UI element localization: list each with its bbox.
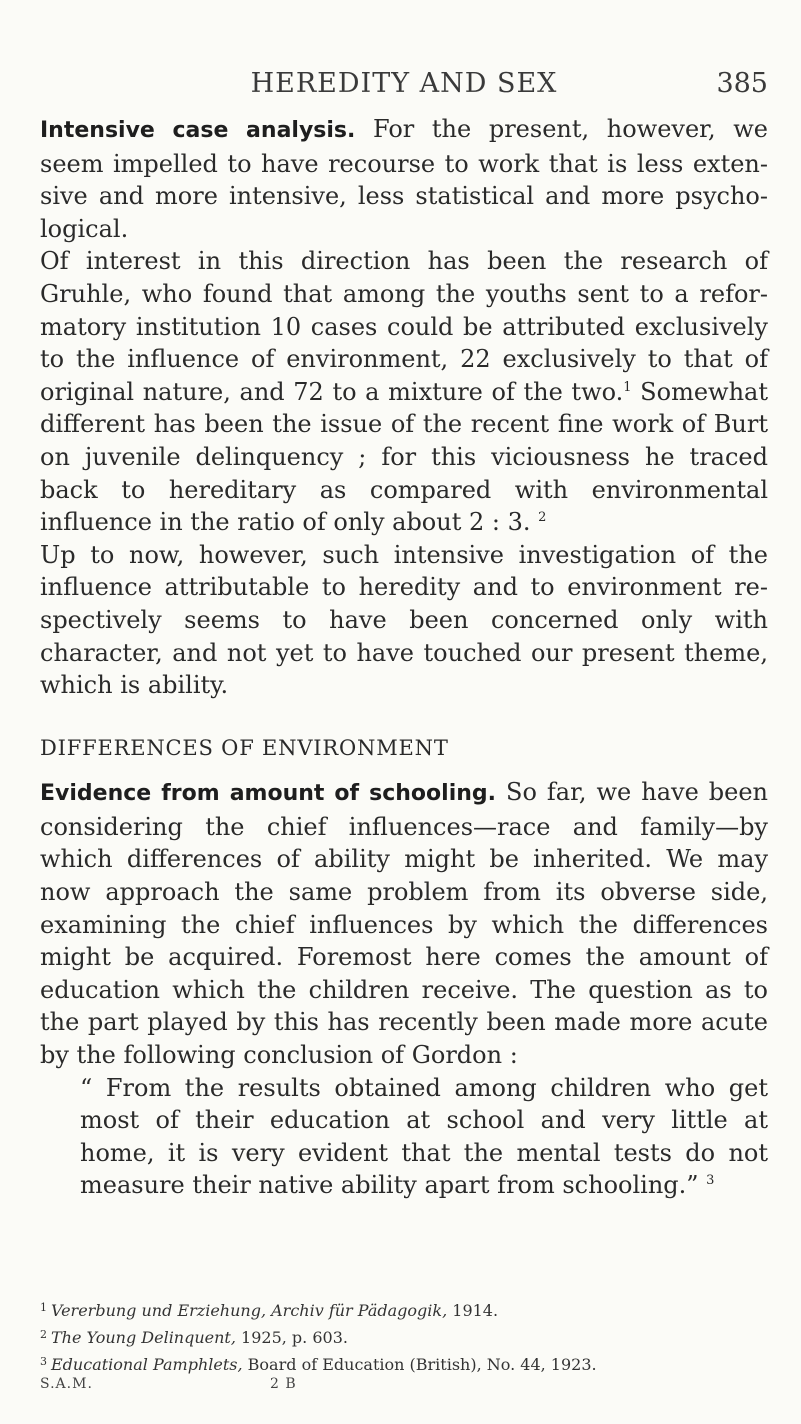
quote-text: “ From the results obtained among children who get most of their education at school and very little at home, it is very evident that the mental tests do not measure their native ability apart from schooling.” [80,1073,768,1200]
gathering-mark: 2 B [270,1376,297,1392]
paragraph-character [40,539,768,702]
run-in-heading-schooling: Evidence from amount of schooling. [40,781,497,807]
footnote-2 [40,1323,768,1350]
footnote-ref-1[interactable]: 1 [623,379,632,395]
paragraph-intensive-case-analysis [40,113,768,245]
section-heading: DIFFERENCES OF ENVIRONMENT [40,735,449,760]
block-quote-gordon [80,1072,768,1202]
footnote-title: Educational Pamphlets, [51,1355,243,1374]
footnote-1 [40,1296,768,1323]
footnotes [40,1296,768,1377]
footnote-number: 3 [40,1355,47,1368]
footnote-detail: 1914. [447,1301,499,1320]
footnote-title: Vererbung und Erziehung, Archiv für Pädagogik, [51,1301,448,1320]
paragraph-schooling [40,776,768,1071]
footnote-ref-3[interactable]: 3 [706,1173,715,1189]
body-text [40,113,768,1202]
paragraph-text: For the present, however, we seem impelled to have recourse to work that is less exten- sive and more intensive, less statistical and more psycho- logical. [40,115,769,243]
running-head [40,68,768,108]
paragraph-gruhle [40,245,768,538]
footnote-title: The Young Delinquent, [51,1328,236,1347]
footnote-number: 2 [40,1328,47,1341]
paragraph-text: Somewhat different has been the issue of the recent fine work of Burt on juvenile delinquency ; for this viciousness he traced back to hereditary as compared with environmental influence in the ratio of only about 2 : 3. [40,377,768,537]
signature-line [40,1376,340,1392]
paragraph-text: So far, we have been considering the chief influences—race and family—by which differences of ability might be inherited. We may now approach the same problem from its obverse side, examining the chief influences by which the differences might be acquired. Foremost here comes the amount of education which the children receive. The question as to the part played by this has recently been made more acute by the following conclusion of Gordon : [40,778,768,1070]
paragraph-text: Of interest in this direction has been the research of Gruhle, who found that among the youths sent to a refor- matory institution 10 cases could be attributed exclusively to the influence of environment, 22 exclusively to that of original nature, and 72 to a mixture of the two. [40,247,768,406]
paragraph-text: Up to now, however, such intensive investigation of the influence attributable to heredity and to environment re- spectively seems to have been concerned only with character, and not yet to have touched our present theme, which is ability. [40,540,768,700]
signature-mark: S.A.M. [40,1376,93,1392]
footnote-number: 1 [40,1301,47,1314]
running-head-title: HEREDITY AND SEX [250,68,558,99]
footnote-detail: Board of Education (British), No. 44, 1923. [242,1355,597,1374]
run-in-heading-intensive-case-analysis: Intensive case analysis. [40,118,356,143]
footnote-detail: 1925, p. 603. [235,1328,348,1347]
footnote-3 [40,1350,768,1377]
page-number: 385 [716,68,768,99]
footnote-ref-2[interactable]: 2 [538,510,547,526]
